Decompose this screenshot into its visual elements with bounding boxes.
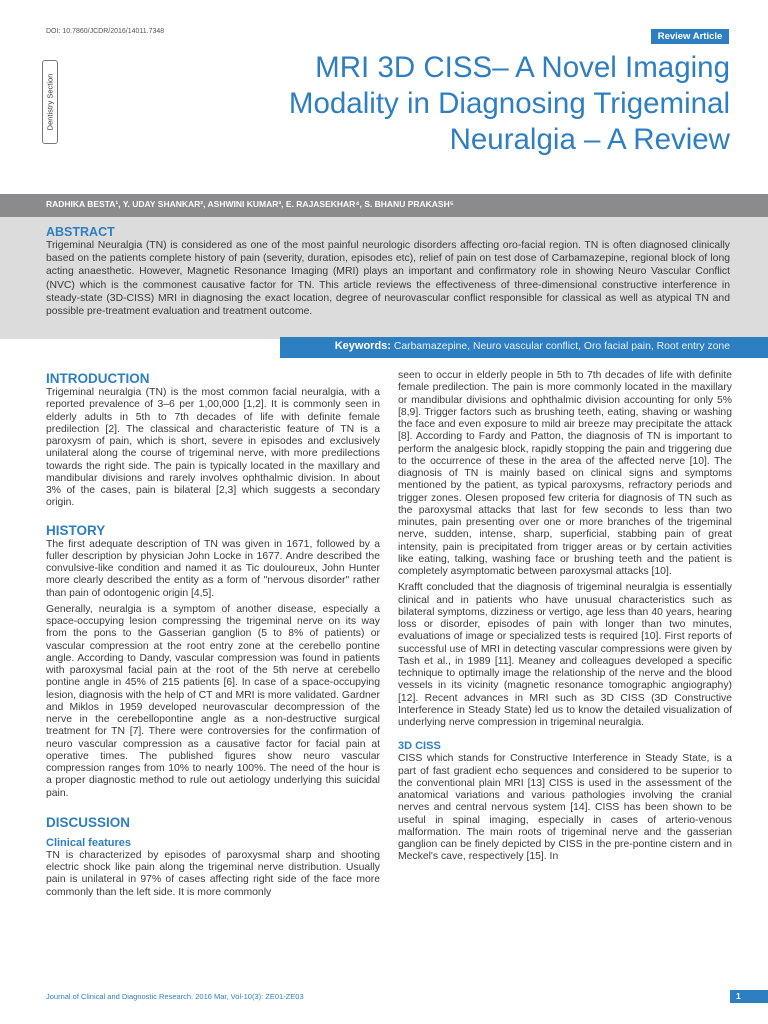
doi-text: DOI: 10.7860/JCDR/2016/14011.7348 [46, 28, 165, 35]
abstract-text: Trigeminal Neuralgia (TN) is considered as one of the most painful neurologic disorders affecting oro-facial region. TN is often diagnosed clinically based on the patients complete history of pain (severity, duration, episodes etc), relief of pain on test dose of Carbamazepine, regional block of long acting anaesthetic. However, Magnetic Resonance Imaging (MRI) plays an important and confirmatory role in showing Neuro Vascular Conflict (NVC) which is the commonest causative factor for TN. This article reviews the effectiveness of three-dimensional constructive interference in steady-state (3D-CISS) MRI in diagnosing the exact location, degree of neurovascular conflict responsible for classical as well as atypical TN and possible pre-treatment evaluation and treatment outcome. [46, 240, 730, 318]
history-paragraph-1: The first adequate description of TN was given in 1671, followed by a fuller description by physician John Locke in 1677. Andre described the convulsive-like condition and named it as Tic douloureux, John Hunter more clearly described the entity as a form of "nervous disorder" rather than pain of odontogenic origin [4,5]. [46, 538, 380, 599]
authors-list: RADHIKA BESTA¹, Y. UDAY SHANKAR², ASHWINI KUMAR³, E. RAJASEKHAR⁴, S. BHANU PRAKASH⁵ [46, 199, 454, 209]
title-line-3: Neuralgia – A Review [449, 123, 730, 156]
krafft-paragraph: Krafft concluded that the diagnosis of trigeminal neuralgia is essentially clinical and in patients who have unusual characteristics such as bilateral symptoms, dizziness or vertigo, age less than 40 years, hearing loss or disorder, episodes of pain with longer than two minutes, evaluations of image or specialized tests is required [10]. First reports of successful use of MRI in detecting vascular compressions were given by Tash et al., in 1989 [11]. Meaney and colleagues developed a specific technique to optimally image the relationship of the nerve and the blood vessels in its vicinity (magnetic resonance tomographic angiography) [12]. Recent advances in MRI such as 3D CISS (3D Constructive Interference in Steady State) led us to know the detailed visualization of underlying nerve compression in trigeminal neuralgia. [398, 582, 732, 728]
right-column [398, 370, 732, 864]
section-label: Dentistry Section [45, 73, 55, 131]
title-line-2: Modality in Diagnosing Trigeminal [288, 87, 730, 120]
page-number: 1 [730, 990, 768, 1003]
abstract-heading: ABSTRACT [46, 225, 115, 239]
discussion-heading: DISCUSSION [46, 814, 131, 830]
article-type-badge: Review Article [651, 29, 729, 44]
title-line-1: MRI 3D CISS– A Novel Imaging [315, 51, 730, 84]
history-paragraph-2: Generally, neuralgia is a symptom of another disease, especially a space-occupying lesion compressing the trigeminal nerve on its way from the pons to the Gasserian ganglion (5 to 8% of patients) or vascular compression at the root entry zone at the cerebello pontine angle. According to Dandy, vascular compression was found in patients with paroxysmal facial pain at the root of the 5th nerve at cerebello pontine angle in 45% of 215 patients [6]. In case of a space-occupying lesion, diagnosis with the help of CT and MRI is more validated. Gardner and Miklos in 1959 developed neurovascular decompression of the nerve in the cerebellopontine angle as a non-destructive surgical treatment for TN [7]. There were controversies for the confirmation of neuro vascular compression as a causative factor for facial pain at operative times. The published figures show neuro vascular compression ranges from 10% to nearly 100%. The need of the hour is a proper diagnostic method to rule out aetiology underlying this suicidal pain. [46, 603, 380, 799]
authors-bar [0, 194, 768, 217]
clinical-features-heading: Clinical features [46, 836, 131, 849]
introduction-heading: INTRODUCTION [46, 371, 150, 386]
article-title [250, 50, 730, 158]
clinical-features-paragraph: seen to occur in elderly people in 5th to 7th decades of life with definite female predilection. The pain is more commonly located in the maxillary or mandibular divisions and ophthalmic division accounting for only 5% [8,9]. Trigger factors such as brushing teeth, eating, shaving or washing the face and even exposure to mild air breeze may precipitate the attack [8]. According to Fardy and Patton, the diagnosis of TN is important to perform the analgesic block, rapidly stopping the pain and triggering due to the occurrence of these in the area of the affected nerve [10]. The diagnosis of TN is mainly based on clinical signs and symptoms mentioned by the patient, as typical paroxysms, refractory periods and trigger zones. Olesen proposed few criteria for diagnosis of TN such as the paroxysmal attacks that last for few seconds to less than two minutes, pain presenting over one or more branches of the trigeminal nerve, sudden, intense, sharp, superficial, stabbing pain of great intensity, pain is precipitated from trigger areas or by certain activities like eating, talking, washing face or brushing teeth and the patient is completely asymptomatic between paroxysmal attacks [10]. [398, 370, 732, 577]
abstract-section [0, 217, 768, 339]
keywords-label: Keywords: [334, 340, 391, 352]
discussion-paragraph: TN is characterized by episodes of paroxysmal sharp and shooting electric shock like pain along the trigeminal nerve distribution. Usually pain is unilateral in 97% of cases affecting right side of the face more commonly than the left side. It is more commonly [46, 849, 380, 898]
section-label-box [42, 60, 58, 144]
keywords-line [335, 340, 730, 352]
history-heading: HISTORY [46, 522, 106, 538]
journal-footer: Journal of Clinical and Diagnostic Research. 2016 Mar, Vol-10(3): ZE01-ZE03 [46, 992, 304, 1001]
keywords-bar [0, 337, 768, 358]
ciss-heading: 3D CISS [398, 740, 441, 753]
left-column [46, 370, 380, 899]
ciss-paragraph: CISS which stands for Constructive Interference in Steady State, is a part of fast gradient echo sequences and considered to be superior to the conventional plain MRI [13] CISS is used in the assessment of the anatomical variations and various pathologies involving the cranial nerves and central nervous system [14]. CISS has been shown to be useful in spinal imaging, especially in cases of arterio-venous malformation. The main roots of trigeminal nerve and the gasserian ganglion can be finely depicted by CISS in the pre-pontine cistern and in Meckel's cave, respectively [15]. In [398, 753, 732, 863]
introduction-paragraph: Trigeminal neuralgia (TN) is the most common facial neuralgia, with a reported prevalence of 3–6 per 1,00,000 [1,2]. It is commonly seen in elderly adults in 5th to 7th decades of life with definite female predilection [2]. The classical and characteristic feature of TN is a paroxysm of pain, which is short, severe in episodes and exclusively unilateral along the course of trigeminal nerve, with more predilections towards the right side. The pain is typically located in the maxillary and mandibular divisions and rarely involves ophthalmic division. In about 3% of the cases, pain is bilateral [2,3] which suggests a secondary origin. [46, 387, 380, 509]
keywords-text: Carbamazepine, Neuro vascular conflict, Oro facial pain, Root entry zone [393, 341, 730, 352]
